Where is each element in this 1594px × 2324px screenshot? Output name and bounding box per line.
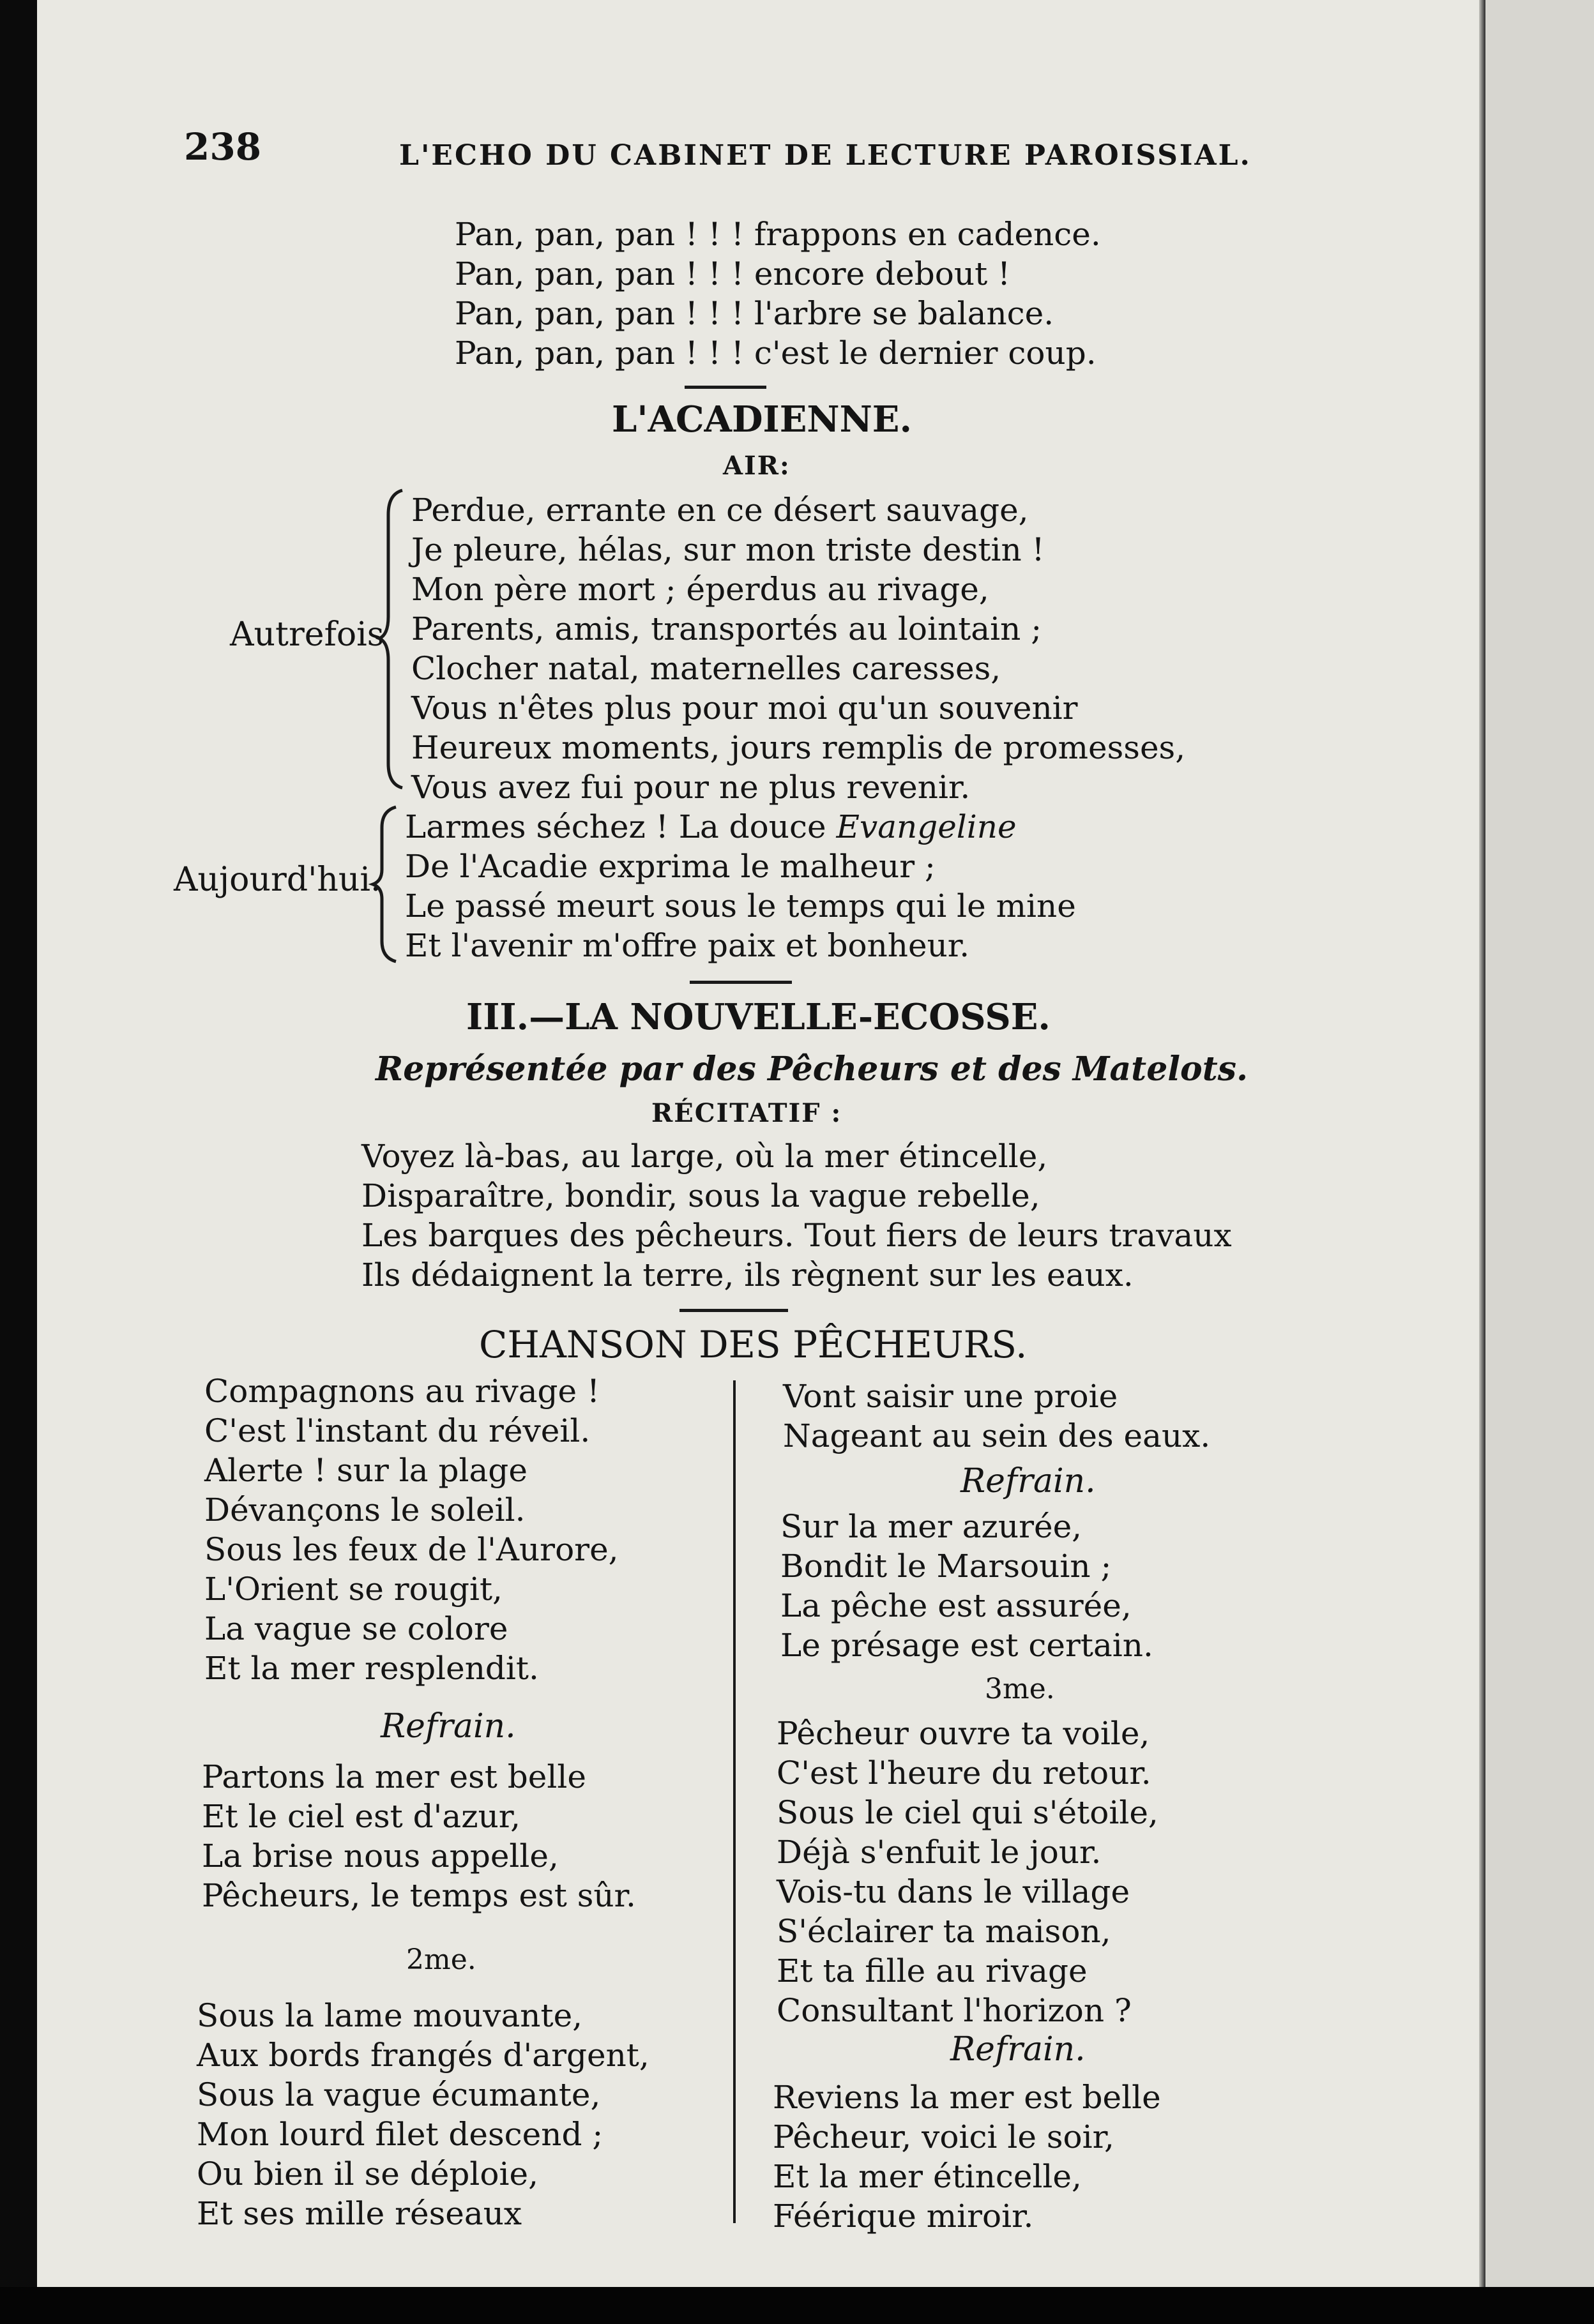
page-number: 238 bbox=[184, 125, 262, 169]
recitatif-label: RÉCITATIF : bbox=[651, 1098, 842, 1128]
verse-line: C'est l'instant du réveil. bbox=[204, 1412, 591, 1449]
verse-line: Reviens la mer est belle bbox=[773, 2079, 1161, 2116]
verse-line: La pêche est assurée, bbox=[780, 1587, 1132, 1624]
verse-line: Parents, amis, transportés au lointain ; bbox=[411, 610, 1042, 647]
autrefois-label: Autrefois bbox=[230, 615, 384, 654]
column-divider bbox=[733, 1380, 736, 2223]
stanza-number: 2me. bbox=[406, 1943, 476, 1976]
verse-line: Et l'avenir m'offre paix et bonheur. bbox=[405, 927, 970, 964]
verse-line: Déjà s'enfuit le jour. bbox=[777, 1834, 1102, 1871]
verse-line: Je pleure, hélas, sur mon triste destin ! bbox=[411, 531, 1045, 568]
verse-line: Et la mer étincelle, bbox=[773, 2158, 1082, 2195]
song-title: CHANSON DES PÊCHEURS. bbox=[479, 1323, 1028, 1366]
verse-line: Mon lourd filet descend ; bbox=[197, 2116, 603, 2153]
verse-line: La vague se colore bbox=[204, 1610, 508, 1647]
verse-line: Sous les feux de l'Aurore, bbox=[204, 1531, 619, 1568]
refrain-label: Refrain. bbox=[950, 2030, 1086, 2069]
verse-line: Larmes séchez ! La douce Evangeline bbox=[405, 808, 1017, 845]
verse-line: L'Orient se rougit, bbox=[204, 1571, 503, 1608]
air-label: AIR: bbox=[723, 451, 791, 481]
verse-line: Sous la lame mouvante, bbox=[197, 1997, 583, 2034]
adjacent-page-strip bbox=[1485, 0, 1594, 2287]
opening-verse bbox=[455, 215, 1101, 373]
verse-line: C'est l'heure du retour. bbox=[777, 1754, 1151, 1792]
song-verse-1 bbox=[204, 1371, 619, 1688]
scan-border bbox=[0, 2287, 1594, 2324]
verse-line: Les barques des pêcheurs. Tout fiers de leurs travaux bbox=[361, 1217, 1232, 1254]
verse-line: Disparaître, bondir, sous la vague rebelle, bbox=[361, 1177, 1040, 1214]
verse-line: Pan, pan, pan ! ! ! l'arbre se balance. bbox=[455, 295, 1054, 332]
verse-line: Pan, pan, pan ! ! ! encore debout ! bbox=[455, 255, 1011, 292]
aujourdhui-verse bbox=[405, 807, 1076, 965]
song-verse-2-continued bbox=[783, 1377, 1210, 1456]
verse-line: Et ses mille réseaux bbox=[197, 2195, 522, 2232]
running-title: L'ECHO DU CABINET DE LECTURE PAROISSIAL. bbox=[399, 139, 1252, 172]
verse-line: Mon père mort ; éperdus au rivage, bbox=[411, 571, 989, 608]
verse-line: Perdue, errante en ce désert sauvage, bbox=[411, 492, 1029, 529]
verse-line: Aux bords frangés d'argent, bbox=[197, 2037, 649, 2074]
section-divider bbox=[685, 386, 766, 389]
section-divider bbox=[690, 981, 792, 984]
verse-line: Alerte ! sur la plage bbox=[204, 1452, 528, 1489]
verse-line: Pêcheur, voici le soir, bbox=[773, 2118, 1114, 2155]
verse-line: Le passé meurt sous le temps qui le mine bbox=[405, 887, 1076, 924]
verse-line: Nageant au sein des eaux. bbox=[783, 1417, 1211, 1454]
song-verse-2 bbox=[197, 1996, 649, 2233]
verse-line: Pêcheurs, le temps est sûr. bbox=[202, 1877, 636, 1914]
aujourdhui-label: Aujourd'hui. bbox=[174, 861, 381, 899]
verse-line: Le présage est certain. bbox=[780, 1627, 1153, 1664]
song-verse-3 bbox=[777, 1714, 1158, 2030]
verse-line: Bondit le Marsouin ; bbox=[780, 1548, 1112, 1585]
brace-icon bbox=[377, 489, 415, 789]
verse-line: Dévançons le soleil. bbox=[204, 1491, 526, 1528]
verse-line: Vois-tu dans le village bbox=[777, 1873, 1130, 1910]
song-refrain bbox=[780, 1507, 1153, 1665]
verse-line: Et ta fille au rivage bbox=[777, 1952, 1088, 1989]
verse-line: Sous le ciel qui s'étoile, bbox=[777, 1794, 1158, 1831]
verse-line: De l'Acadie exprima le malheur ; bbox=[405, 848, 936, 885]
verse-line: Ou bien il se déploie, bbox=[197, 2155, 538, 2192]
section-title: L'ACADIENNE. bbox=[612, 398, 912, 441]
verse-line: Sur la mer azurée, bbox=[780, 1508, 1082, 1545]
song-refrain bbox=[773, 2078, 1161, 2236]
section-title: III.—LA NOUVELLE-ECOSSE. bbox=[466, 996, 1051, 1038]
verse-line: Et le ciel est d'azur, bbox=[202, 1798, 521, 1835]
verse-line: Vous n'êtes plus pour moi qu'un souvenir bbox=[411, 690, 1078, 727]
verse-line: Vont saisir une proie bbox=[783, 1378, 1118, 1415]
verse-line: Compagnons au rivage ! bbox=[204, 1373, 600, 1410]
stanza-number: 3me. bbox=[985, 1673, 1055, 1705]
section-subtitle: Représentée par des Pêcheurs et des Matelots. bbox=[376, 1050, 1249, 1089]
verse-line: Consultant l'horizon ? bbox=[777, 1992, 1132, 2029]
verse-line: Heureux moments, jours remplis de promesses, bbox=[411, 729, 1186, 766]
verse-line: Sous la vague écumante, bbox=[197, 2076, 601, 2113]
verse-line: Féérique miroir. bbox=[773, 2198, 1034, 2235]
verse-line: Pêcheur ouvre ta voile, bbox=[777, 1715, 1150, 1752]
verse-line: Partons la mer est belle bbox=[202, 1758, 586, 1795]
verse-line: Et la mer resplendit. bbox=[204, 1650, 539, 1687]
verse-line: Ils dédaignent la terre, ils règnent sur les eaux. bbox=[361, 1256, 1134, 1294]
verse-line: La brise nous appelle, bbox=[202, 1837, 559, 1875]
section-divider bbox=[679, 1309, 788, 1312]
brace-icon bbox=[370, 806, 409, 963]
verse-line: Pan, pan, pan ! ! ! c'est le dernier coup. bbox=[455, 335, 1097, 372]
verse-line: S'éclairer ta maison, bbox=[777, 1913, 1111, 1950]
verse-line: Voyez là-bas, au large, où la mer étincelle, bbox=[361, 1138, 1048, 1175]
autrefois-verse bbox=[411, 490, 1185, 807]
page-edge bbox=[1479, 0, 1485, 2287]
verse-line: Vous avez fui pour ne plus revenir. bbox=[411, 769, 971, 806]
recitatif-verse bbox=[361, 1136, 1232, 1295]
verse-line: Clocher natal, maternelles caresses, bbox=[411, 650, 1001, 687]
song-refrain bbox=[202, 1757, 636, 1915]
refrain-label: Refrain. bbox=[960, 1462, 1096, 1500]
verse-line: Pan, pan, pan ! ! ! frappons en cadence. bbox=[455, 216, 1101, 253]
refrain-label: Refrain. bbox=[381, 1707, 516, 1746]
